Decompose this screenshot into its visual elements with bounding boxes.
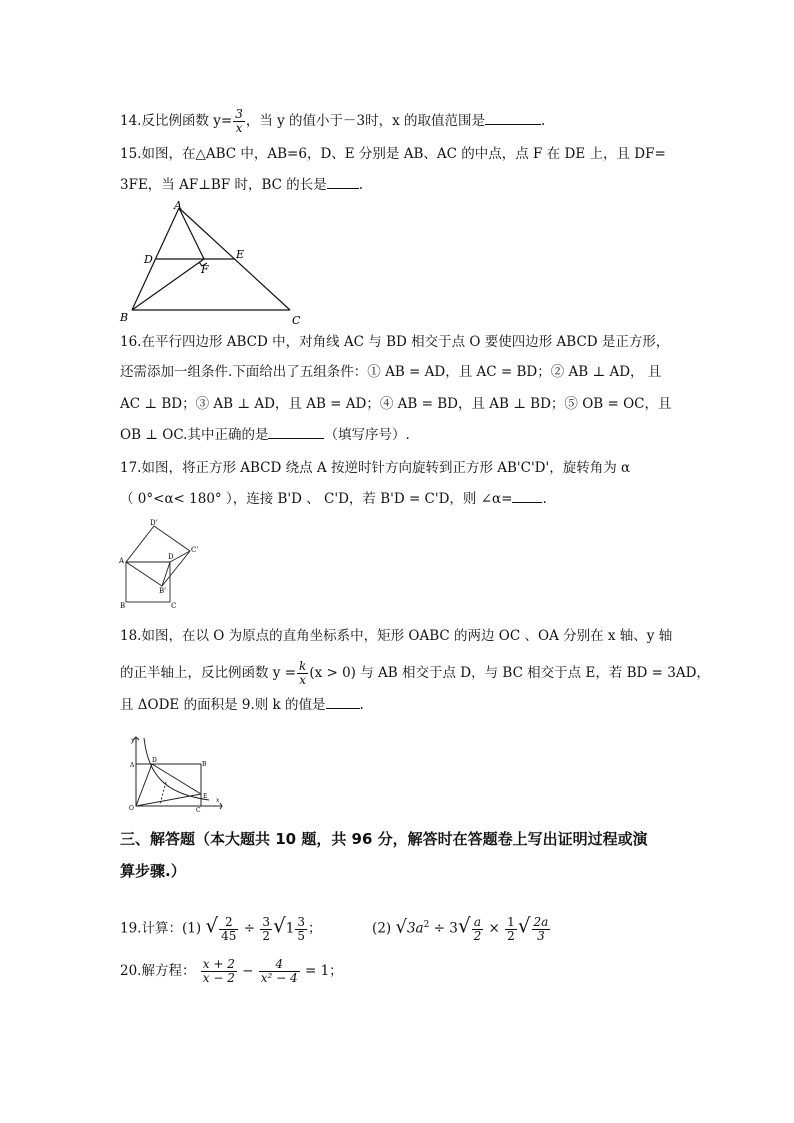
answer-blank[interactable] xyxy=(485,112,541,125)
label-D: D xyxy=(144,253,153,266)
segment-OD xyxy=(136,764,152,806)
label-C: C xyxy=(292,314,301,327)
label-E: E xyxy=(236,248,245,261)
svg-text:B: B xyxy=(202,761,207,768)
hyperbola xyxy=(144,738,209,800)
answer-blank[interactable] xyxy=(268,426,324,439)
label-F: F xyxy=(201,263,209,276)
q14-prefix: 14.反比例函数 y= xyxy=(120,113,233,129)
question-18-line1: 18.如图，在以 O 为原点的直角坐标系中，矩形 OABC 的两边 OC 、OA 分别在 x 轴、y 轴 xyxy=(120,628,673,644)
svg-text:C': C' xyxy=(191,546,199,554)
segment-OE xyxy=(136,794,201,806)
segment-B'D xyxy=(162,562,170,586)
q17-square-figure xyxy=(116,516,200,610)
svg-text:O: O xyxy=(129,805,134,812)
question-18-line2: 的正半轴上，反比例函数 y = $\frac{k}{x}$ (x > 0) 与 AB 相交于点 D，与 BC 相交于点 E，若 BD = 3AD， xyxy=(120,659,710,687)
svg-text:D': D' xyxy=(150,519,158,527)
question-16-line3: AC ⊥ BD；③ AB ⊥ AD，且 AB = AD；④ AB = BD，且 AB ⊥ BD；⑤ OB = OC，且 xyxy=(120,396,672,412)
question-16-line4: OB ⊥ OC.其中正确的是 （填写序号）. xyxy=(120,427,410,443)
svg-text:D: D xyxy=(168,553,174,561)
question-18-line3: 且 ΔODE 的面积是 9.则 k 的值是 . xyxy=(120,697,364,713)
q18-fraction: $\frac{k}{x}$ xyxy=(299,659,307,687)
svg-text:A: A xyxy=(119,557,125,565)
svg-text:y: y xyxy=(131,737,135,744)
question-17-line2: （ 0°<α< 180° ），连接 B'D 、 C'D，若 B'D = C'D，则 ∠α= . xyxy=(120,491,547,507)
label-A: A xyxy=(174,199,182,212)
svg-text:D: D xyxy=(152,757,157,764)
q14-suffix: ，当 y 的值小于－3时，x 的取值范围是 xyxy=(245,113,486,129)
question-15-line2: 3FE，当 AF⊥BF 时，BC 的长是 . xyxy=(120,177,364,193)
answer-blank[interactable] xyxy=(512,490,542,503)
question-16-line2: 还需添加一组条件.下面给出了五组条件：① AB = AD，且 AC = BD；② AB ⊥ AD， 且 xyxy=(120,364,662,380)
svg-text:E: E xyxy=(203,793,208,800)
svg-text:B: B xyxy=(120,602,126,610)
segment-BF xyxy=(132,259,204,310)
svg-text:C: C xyxy=(196,807,201,812)
svg-text:x: x xyxy=(216,797,220,804)
question-17-line1: 17.如图，将正方形 ABCD 绕点 A 按逆时针方向旋转到正方形 AB'C'D'，旋转角为 α xyxy=(120,460,631,476)
question-16-line1: 16.在平行四边形 ABCD 中，对角线 AC 与 BD 相交于点 O 要使四边形 ABCD 是正方形， xyxy=(120,334,670,350)
segment-AF xyxy=(179,208,204,259)
svg-text:C: C xyxy=(171,602,177,610)
section-3-title: 三、解答题（本大题共 10 题，共 96 分，解答时在答题卷上写出证明过程或演 算步骤.） xyxy=(120,830,648,880)
q15-triangle-figure xyxy=(114,198,314,328)
question-20: 20.解方程： $\frac{x + 2}{x - 2}$ − $\frac{4}{\text{x² − 4}}$ = 1； xyxy=(120,957,343,985)
q18-coordinate-figure xyxy=(124,734,224,812)
question-14: 14.反比例函数 y= $\frac{3}{x}$ ，当 y 的值小于－3时，x 的取值范围是 . xyxy=(120,107,546,135)
label-B: B xyxy=(120,311,129,324)
q14-fraction: $\frac{3}{x}$ xyxy=(235,107,243,135)
answer-blank[interactable] xyxy=(327,176,359,189)
question-15-line1: 15.如图，在△ABC 中，AB=6，D、E 分别是 AB、AC 的中点，点 F 在 DE 上，且 DF= xyxy=(120,146,666,162)
answer-blank[interactable] xyxy=(326,696,360,709)
svg-text:B': B' xyxy=(159,587,167,595)
svg-text:A: A xyxy=(130,762,135,769)
question-19: 19.计算：(1) √ $\frac{2}{45}$ ÷ $\frac{3}{2}$ √1 $\frac{3}{5}$ ； (2) $√3a^2 \div 3√$ $\frac{a}{2}$ × $\frac{1}{2}$ √ $\frac{2a}{3}$ xyxy=(120,913,549,943)
